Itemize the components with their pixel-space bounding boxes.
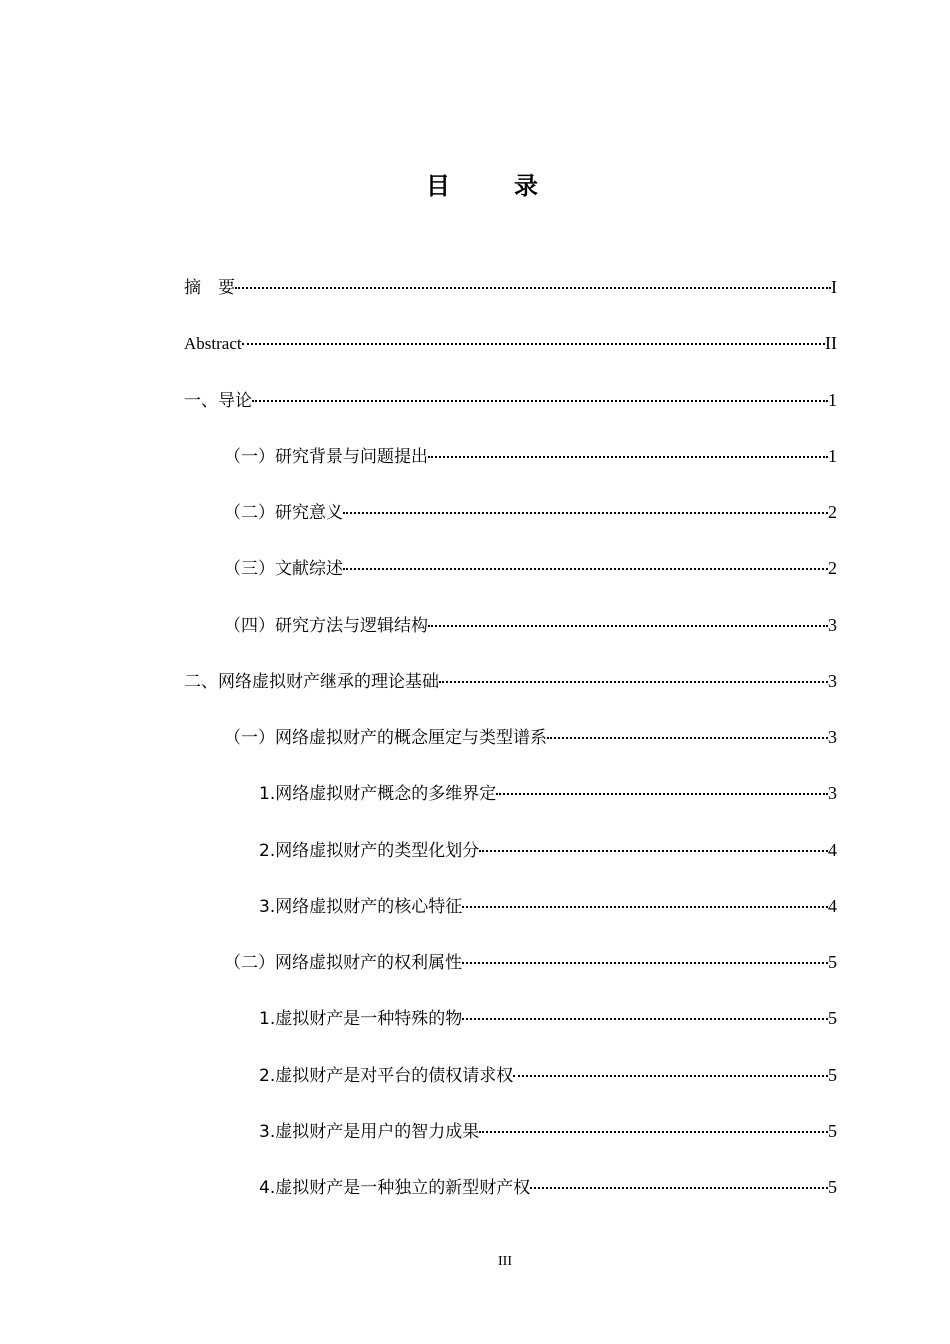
toc-entry-label: 2.虚拟财产是对平台的债权请求权 xyxy=(259,1065,514,1086)
toc-entry-page-number: 2 xyxy=(828,502,837,522)
toc-entry[interactable] xyxy=(0,1060,950,1116)
toc-entry-label: （二）研究意义 xyxy=(224,503,343,523)
dot-leader xyxy=(428,456,828,458)
dot-leader xyxy=(462,906,828,908)
toc-entry[interactable] xyxy=(0,947,950,1003)
toc-entry-label: 摘 要 xyxy=(184,278,235,298)
toc-entry[interactable] xyxy=(0,328,950,384)
toc-entry-label: 4.虚拟财产是一种独立的新型财产权 xyxy=(259,1178,531,1198)
toc-entry[interactable] xyxy=(0,272,950,328)
toc-entry[interactable] xyxy=(0,553,950,609)
dot-leader xyxy=(479,1131,828,1133)
toc-entry-row xyxy=(224,499,837,526)
toc-entry[interactable] xyxy=(0,610,950,666)
toc-entry-page-number: 3 xyxy=(828,614,837,635)
toc-entry[interactable] xyxy=(0,1003,950,1059)
dot-leader xyxy=(439,681,828,683)
toc-entry-label: 3.网络虚拟财产的核心特征 xyxy=(259,896,463,917)
toc-entry-page-number: 5 xyxy=(828,1177,837,1197)
dot-leader xyxy=(462,1018,828,1020)
page-number-footer: III xyxy=(498,1254,512,1269)
dot-leader xyxy=(513,1075,828,1077)
toc-entry-label: 一、导论 xyxy=(184,390,252,411)
toc-entry-page-number: 2 xyxy=(828,558,837,579)
toc-entry-row xyxy=(259,780,837,807)
toc-entry-row xyxy=(224,949,837,976)
toc-entry-row xyxy=(259,1062,837,1089)
dot-leader xyxy=(235,287,831,289)
toc-entry-label: 二、网络虚拟财产继承的理论基础 xyxy=(184,671,439,692)
toc-entry-row xyxy=(224,555,837,582)
toc-entry-page-number: 3 xyxy=(828,727,837,747)
toc-entry[interactable] xyxy=(0,497,950,553)
dot-leader xyxy=(343,512,828,514)
dot-leader xyxy=(242,343,825,345)
toc-entry-row xyxy=(224,612,837,639)
toc-entry-page-number: I xyxy=(831,277,837,297)
toc-entry-row xyxy=(184,387,837,414)
toc-entry-page-number: 5 xyxy=(828,952,837,972)
toc-entry-row xyxy=(184,274,837,301)
dot-leader xyxy=(428,625,828,627)
toc-entry-row xyxy=(259,1174,837,1201)
toc-entry-row xyxy=(184,330,837,357)
page-title: 目 录 xyxy=(426,172,558,200)
dot-leader xyxy=(462,962,828,964)
toc-entry-page-number: 4 xyxy=(828,839,837,860)
toc-entry-row xyxy=(224,443,837,470)
toc-entry-page-number: 5 xyxy=(828,1008,837,1029)
toc-entry-page-number: 5 xyxy=(828,1120,837,1141)
toc-entry-label: （四）研究方法与逻辑结构 xyxy=(224,615,428,636)
toc-entry-label: （三）文献综述 xyxy=(224,559,343,580)
toc-entry-page-number: II xyxy=(825,333,837,354)
toc-entry[interactable] xyxy=(0,1172,950,1228)
dot-leader xyxy=(530,1187,828,1189)
table-of-contents xyxy=(0,272,950,1228)
toc-entry-page-number: 5 xyxy=(828,1064,837,1085)
toc-entry[interactable] xyxy=(0,385,950,441)
dot-leader xyxy=(343,568,828,570)
toc-entry-page-number: 1 xyxy=(828,445,837,466)
toc-entry-label: （二）网络虚拟财产的权利属性 xyxy=(224,953,462,973)
toc-entry-label: 1.网络虚拟财产概念的多维界定 xyxy=(259,784,497,805)
dot-leader xyxy=(547,737,828,739)
toc-entry-row xyxy=(259,837,837,864)
dot-leader xyxy=(496,793,828,795)
toc-entry-label: 3.虚拟财产是用户的智力成果 xyxy=(259,1121,480,1142)
toc-entry[interactable] xyxy=(0,778,950,834)
toc-entry-row xyxy=(259,893,837,920)
toc-entry-label: 2.网络虚拟财产的类型化划分 xyxy=(259,840,480,861)
toc-entry[interactable] xyxy=(0,835,950,891)
toc-entry-page-number: 4 xyxy=(828,895,837,916)
dot-leader xyxy=(252,400,828,402)
toc-entry-label: Abstract xyxy=(184,334,242,354)
toc-entry-page-number: 3 xyxy=(828,783,837,804)
dot-leader xyxy=(479,850,828,852)
toc-entry-label: （一）网络虚拟财产的概念厘定与类型谱系 xyxy=(224,728,547,748)
toc-entry[interactable] xyxy=(0,722,950,778)
toc-entry-row xyxy=(259,1118,837,1145)
toc-entry[interactable] xyxy=(0,666,950,722)
toc-entry-row xyxy=(259,1005,837,1032)
toc-entry-row xyxy=(184,668,837,695)
toc-entry[interactable] xyxy=(0,1116,950,1172)
toc-entry-page-number: 1 xyxy=(828,389,837,410)
toc-entry-label: （一）研究背景与问题提出 xyxy=(224,446,428,467)
toc-entry-page-number: 3 xyxy=(828,670,837,691)
toc-entry-label: 1.虚拟财产是一种特殊的物 xyxy=(259,1009,463,1030)
toc-entry[interactable] xyxy=(0,441,950,497)
toc-entry[interactable] xyxy=(0,891,950,947)
toc-entry-row xyxy=(224,724,837,751)
